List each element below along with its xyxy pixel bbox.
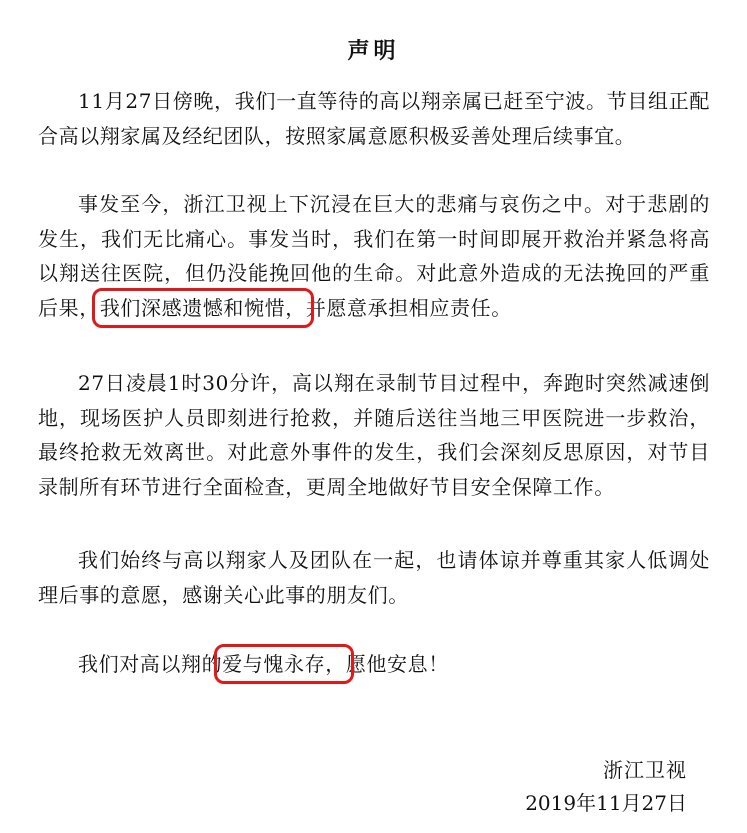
- highlighted-phrase-love: 爱与愧永存，: [222, 652, 346, 676]
- paragraph-3-text: 27日凌晨1时30分许，高以翔在录制节目过程中，奔跑时突然减速倒地，现场医护人员即刻进行抢救，并随后送往当地三甲医院进一步救治，最终抢救无效离世。对此意外事件的发生，我们会深刻反思原因，对节目录制所有环节进行全面检查，更周全地做好节目安全保障工作。: [38, 371, 710, 499]
- document-date: 2019年11月27日: [525, 791, 687, 815]
- paragraph-4-text: 我们始终与高以翔家人及团队在一起，也请体谅并尊重其家人低调处理后事的意愿，感谢关心此事的朋友们。: [38, 548, 710, 607]
- signature: 浙江卫视: [603, 758, 687, 782]
- highlighted-phrase-regret: 我们深感遗憾和惋惜，: [99, 295, 306, 320]
- paragraph-2-text-after: 并愿意承担相应责任。: [305, 295, 512, 320]
- paragraph-1: [38, 84, 710, 153]
- paragraph-5-text-before: 我们对高以翔的: [78, 652, 223, 676]
- paragraph-2: [38, 187, 710, 325]
- paragraph-5: [38, 647, 710, 682]
- paragraph-1-text: 11月27日傍晚，我们一直等待的高以翔亲属已赶至宁波。节目组正配合高以翔家属及经纪团队，按照家属意愿积极妥善处理后续事宜。: [38, 89, 710, 148]
- paragraph-4: [38, 543, 710, 612]
- paragraph-2-text-before: 事发至今，浙江卫视上下沉浸在巨大的悲痛与哀伤之中。对于悲剧的发生，我们无比痛心。事发当时，我们在第一时间即展开救治并紧急将高以翔送往医院，但仍没能挽回他的生命。对此意外造成的无法挽回的严重后果，: [38, 192, 710, 320]
- document-title: 声明: [347, 38, 400, 64]
- paragraph-5-text-after: 愿他安息！: [345, 652, 449, 676]
- paragraph-3: [38, 366, 710, 504]
